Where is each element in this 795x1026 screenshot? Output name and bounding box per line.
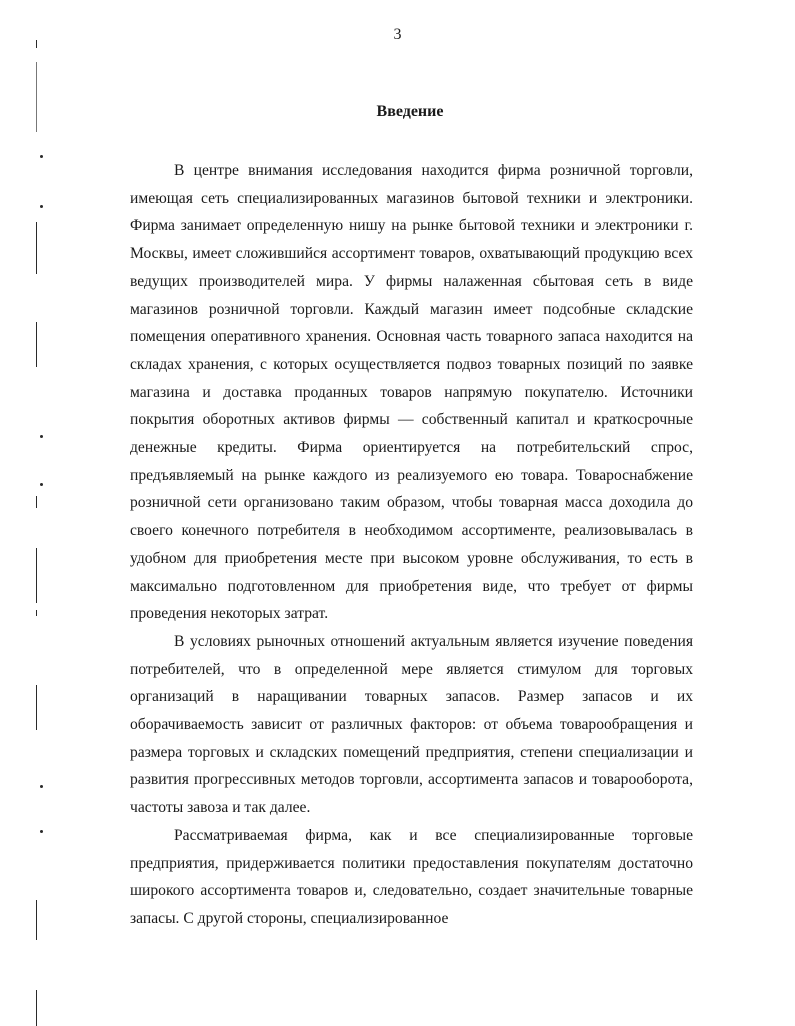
page-number: 3 (393, 26, 402, 43)
paragraph-3: Рассматриваемая фирма, как и все специализированные торговые предприятия, придерживается политики предоставления покупателям достаточно широкого ассортимента товаров и, следовательно, создает значительные товарные запасы. С другой стороны, специализированное (130, 826, 693, 927)
paragraph-1: В центре внимания исследования находится фирма розничной торговли, имеющая сеть специализированных магазинов бытовой техники и электроники. Фирма занимает определенную нишу на рынке бытовой техники и электроники г. Москвы, имеет сложившийся ассортимент товаров, охватывающий продукцию всех ведущих производителей мира. У фирмы налаженная сбытовая сеть в виде магазинов розничной торговли. Каждый магазин имеет подсобные складские помещения оперативного хранения. Основная часть товарного запаса находится на складах хранения, с которых осуществляется подвоз товарных позиций по заявке магазина и доставка проданных товаров напрямую покупателю. Источники покрытия оборотных активов фирмы — собственный капитал и краткосрочные денежные кредиты. Фирма ориентируется на потребительский спрос, предъявляемый на рынке каждого из реализуемого ею товара. Товароснабжение розничной сети организовано таким образом, чтобы товарная масса доходила до своего конечного потребителя в необходимом ассортименте, реализовывалась в удобном для приобретения месте при высоком уровне обслуживания, то есть в максимально подготовленном для приобретения виде, что требует от фирмы проведения некоторых затрат. (130, 162, 693, 623)
paragraph-2: В условиях рыночных отношений актуальным является изучение поведения потребителей, что в определенной мере является стимулом для торговых организаций в наращивании товарных запасов. Размер запасов и их оборачиваемость зависит от различных факторов: от объема товарообращения и размера торговых и складских помещений предприятия, степени специализации и развития прогрессивных методов торговли, ассортимента запасов и товарооборота, частоты завоза и так далее. (130, 632, 693, 817)
scan-mark (36, 322, 37, 367)
section-heading: Введение (376, 103, 444, 120)
scan-mark (40, 483, 43, 486)
scan-mark (40, 155, 43, 158)
scan-mark (36, 548, 37, 603)
scan-mark (36, 610, 37, 616)
scan-mark (40, 830, 43, 833)
scan-mark (36, 900, 37, 940)
scan-mark (36, 222, 37, 274)
document-body (130, 157, 693, 933)
scan-mark (36, 685, 37, 730)
scan-mark (40, 785, 43, 788)
scan-mark (36, 40, 37, 48)
scan-mark (36, 496, 37, 508)
scan-mark (36, 62, 37, 132)
scan-mark (40, 435, 43, 438)
scan-mark (40, 205, 43, 208)
scan-mark (36, 990, 37, 1026)
